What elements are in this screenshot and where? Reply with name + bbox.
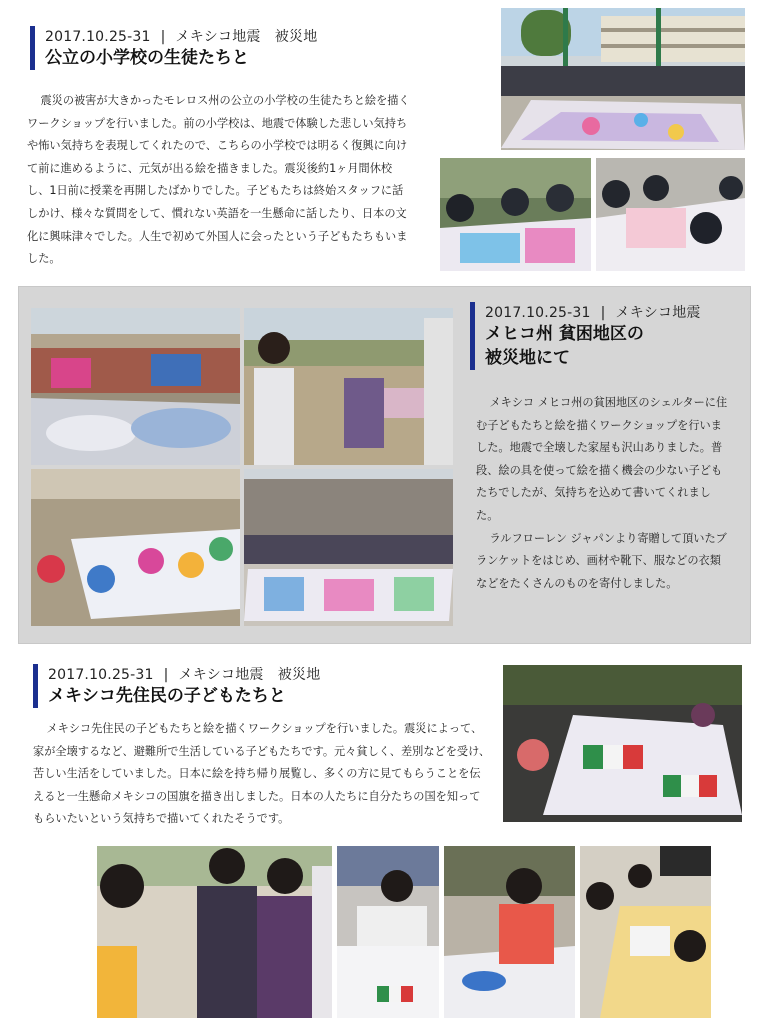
section3-meta (48, 664, 320, 684)
section2-date: 2017.10.25-31 (485, 305, 591, 321)
section2-title-line1: メヒコ州 貧困地区の (485, 324, 644, 344)
section2-body (476, 392, 728, 595)
section3-title: メキシコ先住民の子どもたちと (48, 686, 286, 706)
section1-date: 2017.10.25-31 (45, 29, 151, 45)
section2-location: メキシコ地震 (615, 305, 701, 321)
donations-crowd-photo (31, 308, 240, 465)
section3-separator: | (163, 667, 169, 683)
section1-header (30, 26, 317, 70)
school-courtyard-photo (501, 8, 745, 150)
section3-body: メキシコ先住民の子どもたちと絵を描くワークショップを行いました。震災によって、家が全壊するなど、避難所で生活している子どもたちです。元々貧しく、差別などを受け、苦しい生活をしていました。日本に絵を持ち帰り展覧し、多くの方に見てもらうことを伝えると一生懸命メキシコの国旗を描き出しました。日本の人たちに自分たちの国を知ってもらいたいという気持ちで描いてくれたそうです。 (33, 722, 491, 826)
students-kneeling-photo (596, 158, 745, 271)
section2-header (470, 302, 701, 370)
girl-painting-photo (444, 846, 575, 1018)
students-painting-photo (440, 158, 591, 271)
section2-body-paragraph-1: メキシコ メヒコ州の貧困地区のシェルターに住む子どもたちと絵を描くワークショップを行いました。地震で全壊した家屋も沢山ありました。普段、絵の具を使って絵を描く機会の少ない子どもたちでしたが、気持ちを込めて書いてくれました。 (476, 396, 728, 522)
kids-painting-cloth-photo (31, 469, 240, 626)
blankets-handout-photo (244, 308, 453, 465)
section3-header (33, 664, 320, 708)
group-behind-painting-photo (244, 469, 453, 626)
mexican-flag-painting-photo (503, 665, 742, 822)
table-painting-photo (580, 846, 711, 1018)
section1-location: メキシコ地震 被災地 (175, 29, 318, 45)
flag-shirt-photo (337, 846, 439, 1018)
section1-body: 震災の被害が大きかったモレロス州の公立の小学校の生徒たちと絵を描くワークショップを行いました。前の小学校は、地震で体験した悲しい気持ちや怖い気持ちを表現してくれたので、こちらの小学校では明るく復興に向けて前に進めるように、元気が出る絵を描きました。震災後約1ヶ月間休校し、1日前に授業を再開したばかりでした。子どもたちは終始スタッフに話しかけ、様々な質問をして、慣れない英語を一生懸命に話したり、日本の文化に興味津々でした。人生で初めて外国人に会ったという子どもたちもいました。 (27, 94, 410, 266)
section1-separator: | (160, 29, 166, 45)
section3-location: メキシコ地震 被災地 (178, 667, 321, 683)
section3-date: 2017.10.25-31 (48, 667, 154, 683)
section1-meta (45, 26, 317, 46)
section2-body-paragraph-2: ラルフローレン ジャパンより寄贈して頂いたブランケットをはじめ、画材や靴下、服などの衣類などをたくさんのものを寄付しました。 (476, 531, 727, 590)
volunteer-with-girls-photo (97, 846, 332, 1018)
section2-separator: | (600, 305, 606, 321)
section2-meta (485, 302, 701, 322)
section1-title: 公立の小学校の生徒たちと (45, 48, 249, 68)
section2-title-line2: 被災地にて (485, 348, 570, 368)
